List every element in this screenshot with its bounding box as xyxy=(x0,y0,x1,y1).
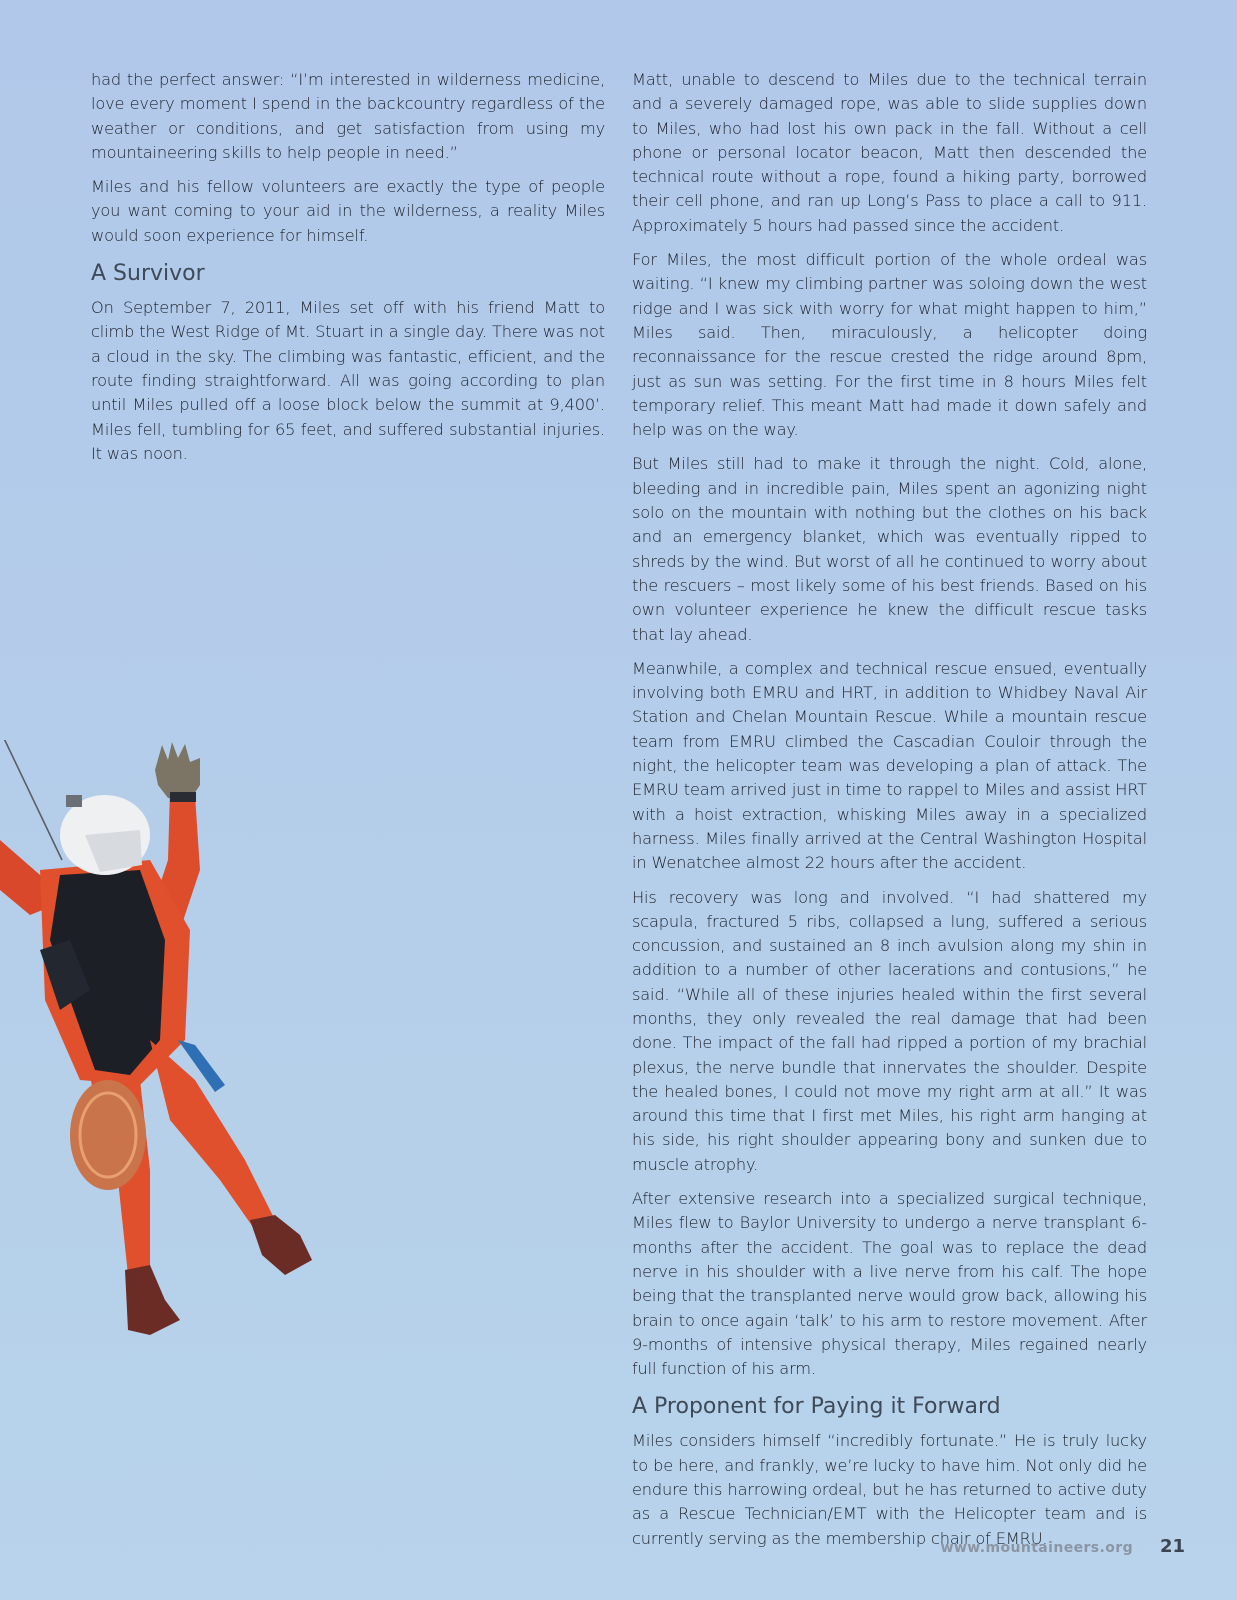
glove-cuff xyxy=(170,792,196,802)
paragraph: His recovery was long and involved. “I had shattered my scapula, fractured 5 ribs, collapsed a lung, suffered a serious concussion, and sustained an 8 inch avulsion along my shin in addition to a number of other lacerations and contusions,” he said. “While all of these injuries healed within the first several months, they only revealed the real damage that had been done. The impact of the fall had ripped a portion of my brachial plexus, the nerve bundle that innervates the shoulder. Despite the healed bones, I could not move my right arm at all.” It was around this time that I first met Miles, his right arm hanging at his side, his right shoulder appearing bony and sunken due to muscle atrophy. xyxy=(632,887,1147,1174)
rescuer-glove xyxy=(155,742,200,800)
paragraph: After extensive research into a specialized surgical technique, Miles flew to Baylor University to undergo a nerve transplant 6-months after the accident. The goal was to replace the dead nerve in his shoulder with a live nerve from his calf. The hope being that the transplanted nerve would grow back, allowing his brain to once again ‘talk’ to his arm to restore movement. After 9-months of intensive physical therapy, Miles regained nearly full function of his arm. xyxy=(632,1189,1147,1379)
paragraph: For Miles, the most difficult portion of the whole ordeal was waiting. “I knew my climbing partner was soloing down the west ridge and I was sick with worry for what might happen to him,” Miles said. Then, miraculously, a helicopter doing reconnaissance for the rescue crested the ridge around 8pm, just as sun was setting. For the first time in 8 hours Miles felt temporary relief. This meant Matt had made it down safely and help was on the way. xyxy=(632,250,1147,440)
right-column xyxy=(632,68,1147,1561)
paragraph: Meanwhile, a complex and technical rescue ensued, eventually involving both EMRU and HRT, in addition to Whidbey Naval Air Station and Chelan Mountain Rescue. While a mountain rescue team from EMRU climbed the Cascadian Couloir through the night, the helicopter team was developing a plan of attack. The EMRU team arrived just in time to rappel to Miles and assist HRT with a hoist extraction, whisking Miles away in a specialized harness. Miles finally arrived at the Central Washington Hospital in Wenatchee almost 22 hours after the accident. xyxy=(632,658,1147,873)
paragraph: Miles considers himself “incredibly fortunate.” He is truly lucky to be here, and frankly, we’re lucky to have him. Not only did he endure this harrowing ordeal, but he has returned to active duty as a Rescue Technician/EMT with the Helicopter team and is currently serving as the membership chair of EMRU. xyxy=(632,1431,1147,1548)
paragraph: had the perfect answer: “I’m interested in wilderness medicine, love every moment I spend in the backcountry regardless of the weather or conditions, and get satisfaction from using my mountaineering skills to help people in need.” xyxy=(91,70,605,162)
footer-url[interactable]: www.mountaineers.org xyxy=(940,1540,1133,1556)
paragraph: Matt, unable to descend to Miles due to the technical terrain and a severely damaged rope, was able to slide supplies down to Miles, who had lost his own pack in the fall. Without a cell phone or personal locator beacon, Matt then descended the technical route without a rope, found a hiking party, borrowed their cell phone, and ran up Long’s Pass to place a call to 911. Approximately 5 hours had passed since the accident. xyxy=(632,70,1147,235)
rescuer-boot-right xyxy=(250,1215,312,1275)
rescuer-boot-left xyxy=(125,1265,180,1335)
paragraph: Miles and his fellow volunteers are exactly the type of people you want coming to your aid in the wilderness, a reality Miles would soon experience for himself. xyxy=(91,177,605,245)
rescuer-photo xyxy=(0,740,330,1360)
section-heading-paying-forward: A Proponent for Paying it Forward xyxy=(632,1394,1001,1420)
paragraph: On September 7, 2011, Miles set off with his friend Matt to climb the West Ridge of Mt. Stuart in a single day. There was not a cloud in the sky. The climbing was fantastic, efficient, and the route finding straightforward. All was going according to plan until Miles pulled off a loose block below the summit at 9,400’. Miles fell, tumbling for 65 feet, and suffered substantial injuries. It was noon. xyxy=(91,298,605,463)
hoist-cable xyxy=(0,740,62,860)
section-heading-survivor: A Survivor xyxy=(91,261,205,287)
helmet-camera xyxy=(66,795,82,807)
page-number: 21 xyxy=(1159,1536,1185,1557)
left-column xyxy=(91,68,605,476)
paragraph: But Miles still had to make it through the night. Cold, alone, bleeding and in incredible pain, Miles spent an agonizing night solo on the mountain with nothing but the clothes on his back and an emergency blanket, which was eventually ripped to shreds by the wind. But worst of all he continued to worry about the rescuers – most likely some of his best friends. Based on his own volunteer experience he knew the difficult rescue tasks that lay ahead. xyxy=(632,454,1147,644)
